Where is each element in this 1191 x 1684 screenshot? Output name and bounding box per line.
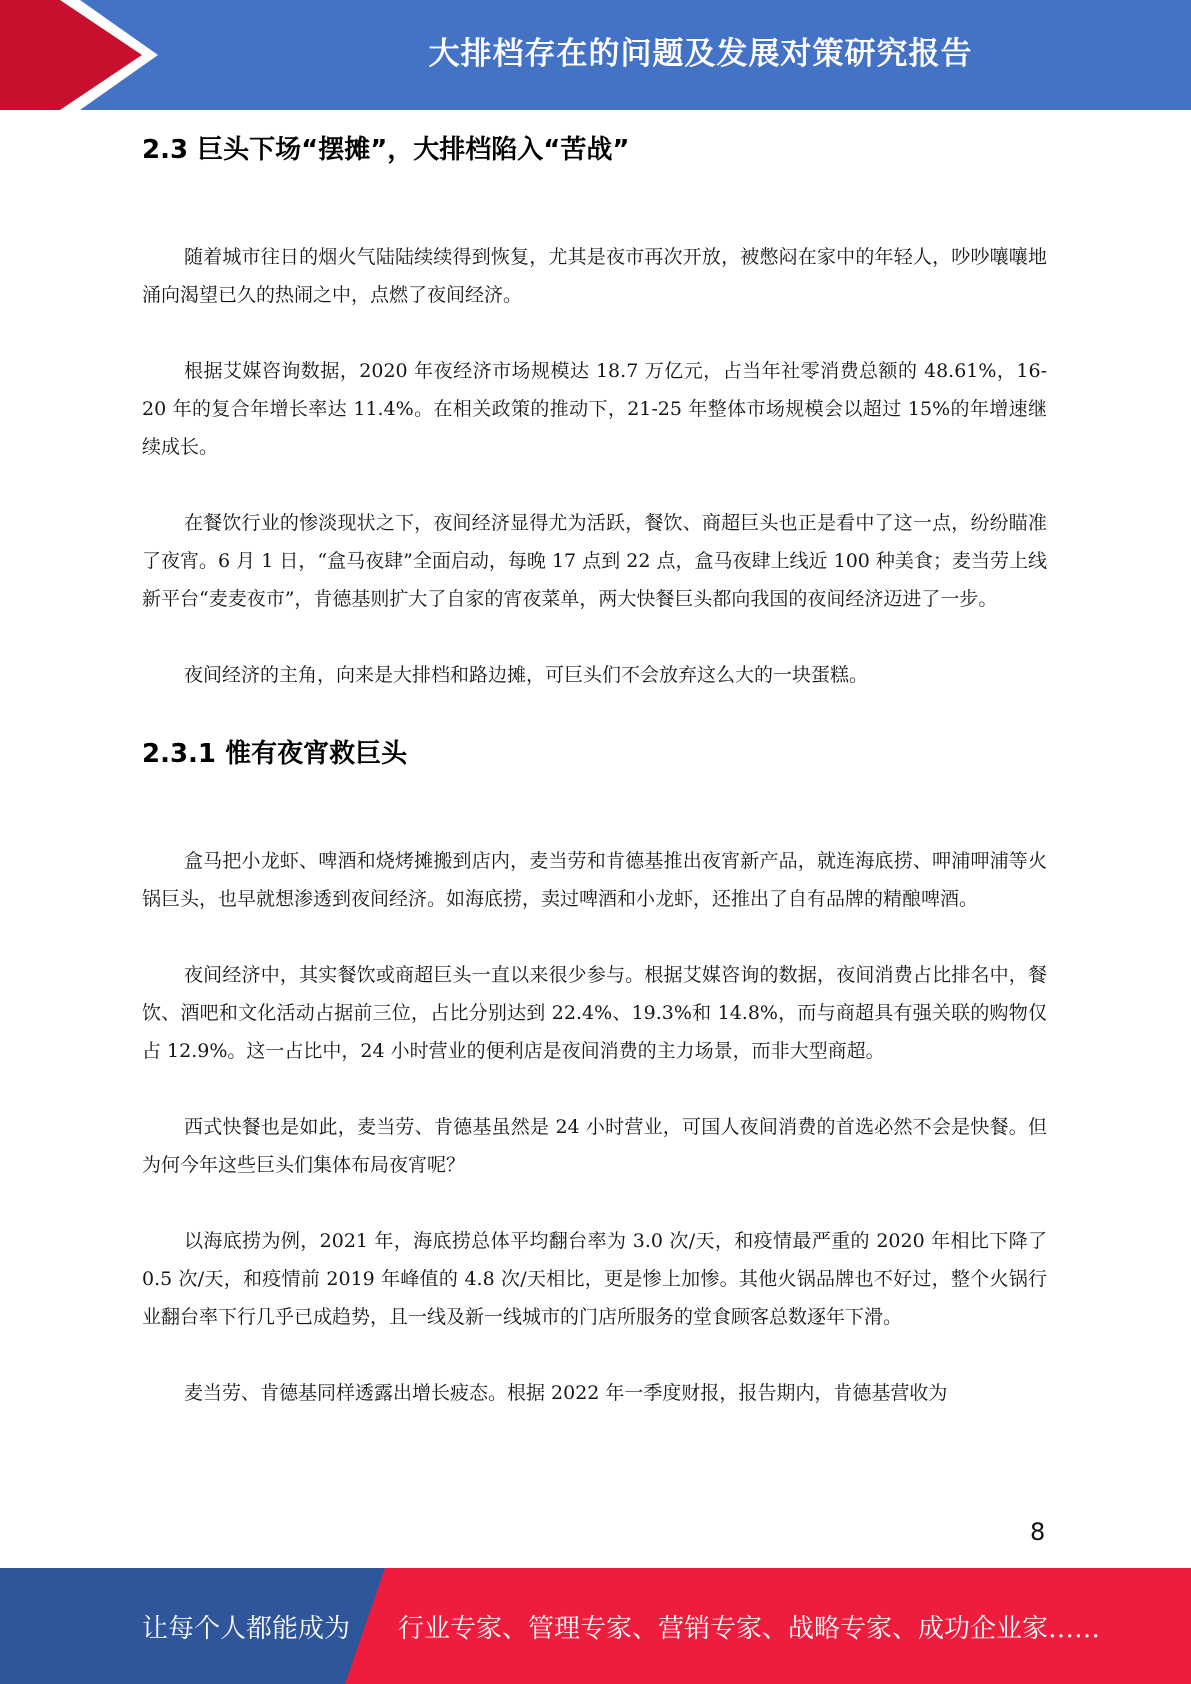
paragraph: 夜间经济中，其实餐饮或商超巨头一直以来很少参与。根据艾媒咨询的数据，夜间消费占比排名中，餐饮、酒吧和文化活动占据前三位，占比分别达到 22.4%、19.3%和 14.8%，而与商超具有强关联的购物仅占 12.9%。这一占比中，24 小时营业的便利店是夜间消费的主力场景，而非大型商超。 <box>142 964 1047 1062</box>
subsection-heading: 2.3.1 惟有夜宵救巨头 <box>142 739 408 769</box>
paragraph: 夜间经济的主角，向来是大排档和路边摊，可巨头们不会放弃这么大的一块蛋糕。 <box>184 664 869 686</box>
paragraph: 以海底捞为例，2021 年，海底捞总体平均翻台率为 3.0 次/天，和疫情最严重的 2020 年相比下降了 0.5 次/天，和疫情前 2019 年峰值的 4.8 次/天相比，更是惨上加惨。其他火锅品牌也不好过，整个火锅行业翻台率下行几乎已成趋势，且一线及新一线城市的门店所服务的堂食顾客总数逐年下滑。 <box>142 1230 1047 1328</box>
document-body <box>142 128 1047 1412</box>
page-number: 8 <box>1030 1518 1046 1546</box>
footer-slogan-right: 行业专家、管理专家、营销专家、战略专家、成功企业家…… <box>398 1614 1101 1644</box>
paragraph: 西式快餐也是如此，麦当劳、肯德基虽然是 24 小时营业，可国人夜间消费的首选必然不会是快餐。但为何今年这些巨头们集体布局夜宵呢？ <box>142 1116 1047 1176</box>
page-header <box>0 0 1191 110</box>
paragraph: 随着城市往日的烟火气陆陆续续得到恢复，尤其是夜市再次开放，被憋闷在家中的年轻人，吵吵嚷嚷地涌向渴望已久的热闹之中，点燃了夜间经济。 <box>142 246 1047 306</box>
paragraph: 麦当劳、肯德基同样透露出增长疲态。根据 2022 年一季度财报，报告期内，肯德基营收为 <box>184 1382 948 1404</box>
report-title: 大排档存在的问题及发展对策研究报告 <box>428 36 973 72</box>
paragraph: 根据艾媒咨询数据，2020 年夜经济市场规模达 18.7 万亿元，占当年社零消费总额的 48.61%，16-20 年的复合年增长率达 11.4%。在相关政策的推动下，21-25 年整体市场规模会以超过 15%的年增速继续成长。 <box>142 360 1047 458</box>
footer-slogan-left: 让每个人都能成为 <box>142 1614 351 1644</box>
paragraph: 盒马把小龙虾、啤酒和烧烤摊搬到店内，麦当劳和肯德基推出夜宵新产品，就连海底捞、呷浦呷浦等火锅巨头，也早就想渗透到夜间经济。如海底捞，卖过啤酒和小龙虾，还推出了自有品牌的精酿啤酒。 <box>142 850 1047 910</box>
page-footer <box>0 1568 1191 1684</box>
section-heading: 2.3 巨头下场“摆摊”，大排档陷入“苦战” <box>142 135 630 165</box>
paragraph: 在餐饮行业的惨淡现状之下，夜间经济显得尤为活跃，餐饮、商超巨头也正是看中了这一点，纷纷瞄准了夜宵。6 月 1 日，“盒马夜肆”全面启动，每晚 17 点到 22 点，盒马夜肆上线近 100 种美食；麦当劳上线新平台“麦麦夜市”，肯德基则扩大了自家的宵夜菜单，两大快餐巨头都向我国的夜间经济迈进了一步。 <box>142 512 1047 610</box>
